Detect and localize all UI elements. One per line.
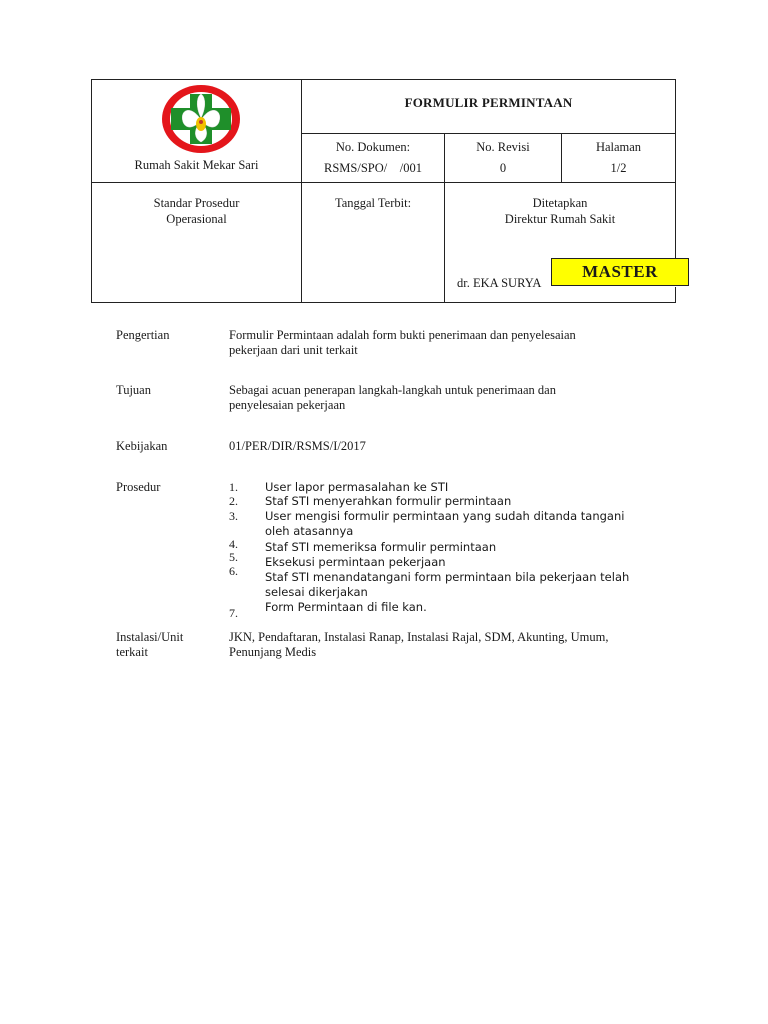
pengertian-label: Pengertian xyxy=(116,328,170,342)
signer-name: dr. EKA SURYA xyxy=(457,276,542,290)
doc-number-label: No. Dokumen: xyxy=(335,140,411,154)
list-item-number: 6. xyxy=(229,564,238,578)
list-item: User lapor permasalahan ke STI xyxy=(265,480,449,494)
page-value: 1/2 xyxy=(610,161,627,175)
page-label: Halaman xyxy=(595,140,642,154)
sop-title-line2: Operasional xyxy=(166,212,227,226)
list-item-number: 1. xyxy=(229,480,238,494)
list-item-number: 7. xyxy=(229,606,238,620)
list-item: User mengisi formulir permintaan yang sudah ditanda tangani xyxy=(265,509,625,523)
kebijakan-label: Kebijakan xyxy=(116,439,168,453)
list-item: Staf STI menyerahkan formulir permintaan xyxy=(265,494,512,508)
list-item-continued: oleh atasannya xyxy=(265,524,354,538)
list-item-number: 5. xyxy=(229,550,238,564)
tujuan-text-line1: Sebagai acuan penerapan langkah-langkah untuk penerimaan dan xyxy=(229,383,556,397)
approved-line2: Direktur Rumah Sakit xyxy=(504,212,616,226)
tujuan-text-line2: penyelesaian pekerjaan xyxy=(229,398,346,412)
instalasi-label-line2: terkait xyxy=(116,645,148,659)
list-item: Staf STI menandatangani form permintaan bila pekerjaan telah xyxy=(265,570,630,584)
list-item-number: 3. xyxy=(229,509,238,523)
list-item-continued: selesai dikerjakan xyxy=(265,585,368,599)
hospital-name: Rumah Sakit Mekar Sari xyxy=(134,158,259,172)
sop-title-line1: Standar Prosedur xyxy=(153,196,240,210)
tujuan-label: Tujuan xyxy=(116,383,151,397)
list-item: Form Permintaan di file kan. xyxy=(265,600,427,614)
issue-date-label: Tanggal Terbit: xyxy=(334,196,412,210)
kebijakan-value: 01/PER/DIR/RSMS/I/2017 xyxy=(229,439,366,453)
list-item: Eksekusi permintaan pekerjaan xyxy=(265,555,446,569)
list-item-number: 2. xyxy=(229,494,238,508)
doc-number-value: RSMS/SPO/ /001 xyxy=(324,161,422,175)
approved-line1: Ditetapkan xyxy=(532,196,588,210)
pengertian-text-line2: pekerjaan dari unit terkait xyxy=(229,343,358,357)
master-stamp: MASTER xyxy=(551,258,689,286)
revision-label: No. Revisi xyxy=(476,140,530,154)
pengertian-text-line1: Formulir Permintaan adalah form bukti penerimaan dan penyelesaian xyxy=(229,328,576,342)
prosedur-label: Prosedur xyxy=(116,480,161,494)
hospital-logo-icon xyxy=(161,84,241,154)
revision-value: 0 xyxy=(499,161,507,175)
instalasi-text-line1: JKN, Pendaftaran, Instalasi Ranap, Instalasi Rajal, SDM, Akunting, Umum, xyxy=(229,630,609,644)
instalasi-text-line2: Penunjang Medis xyxy=(229,645,317,659)
list-item-number: 4. xyxy=(229,537,238,551)
instalasi-label-line1: Instalasi/Unit xyxy=(116,630,184,644)
list-item: Staf STI memeriksa formulir permintaan xyxy=(265,540,497,554)
form-title: FORMULIR PERMINTAAN xyxy=(404,95,573,110)
